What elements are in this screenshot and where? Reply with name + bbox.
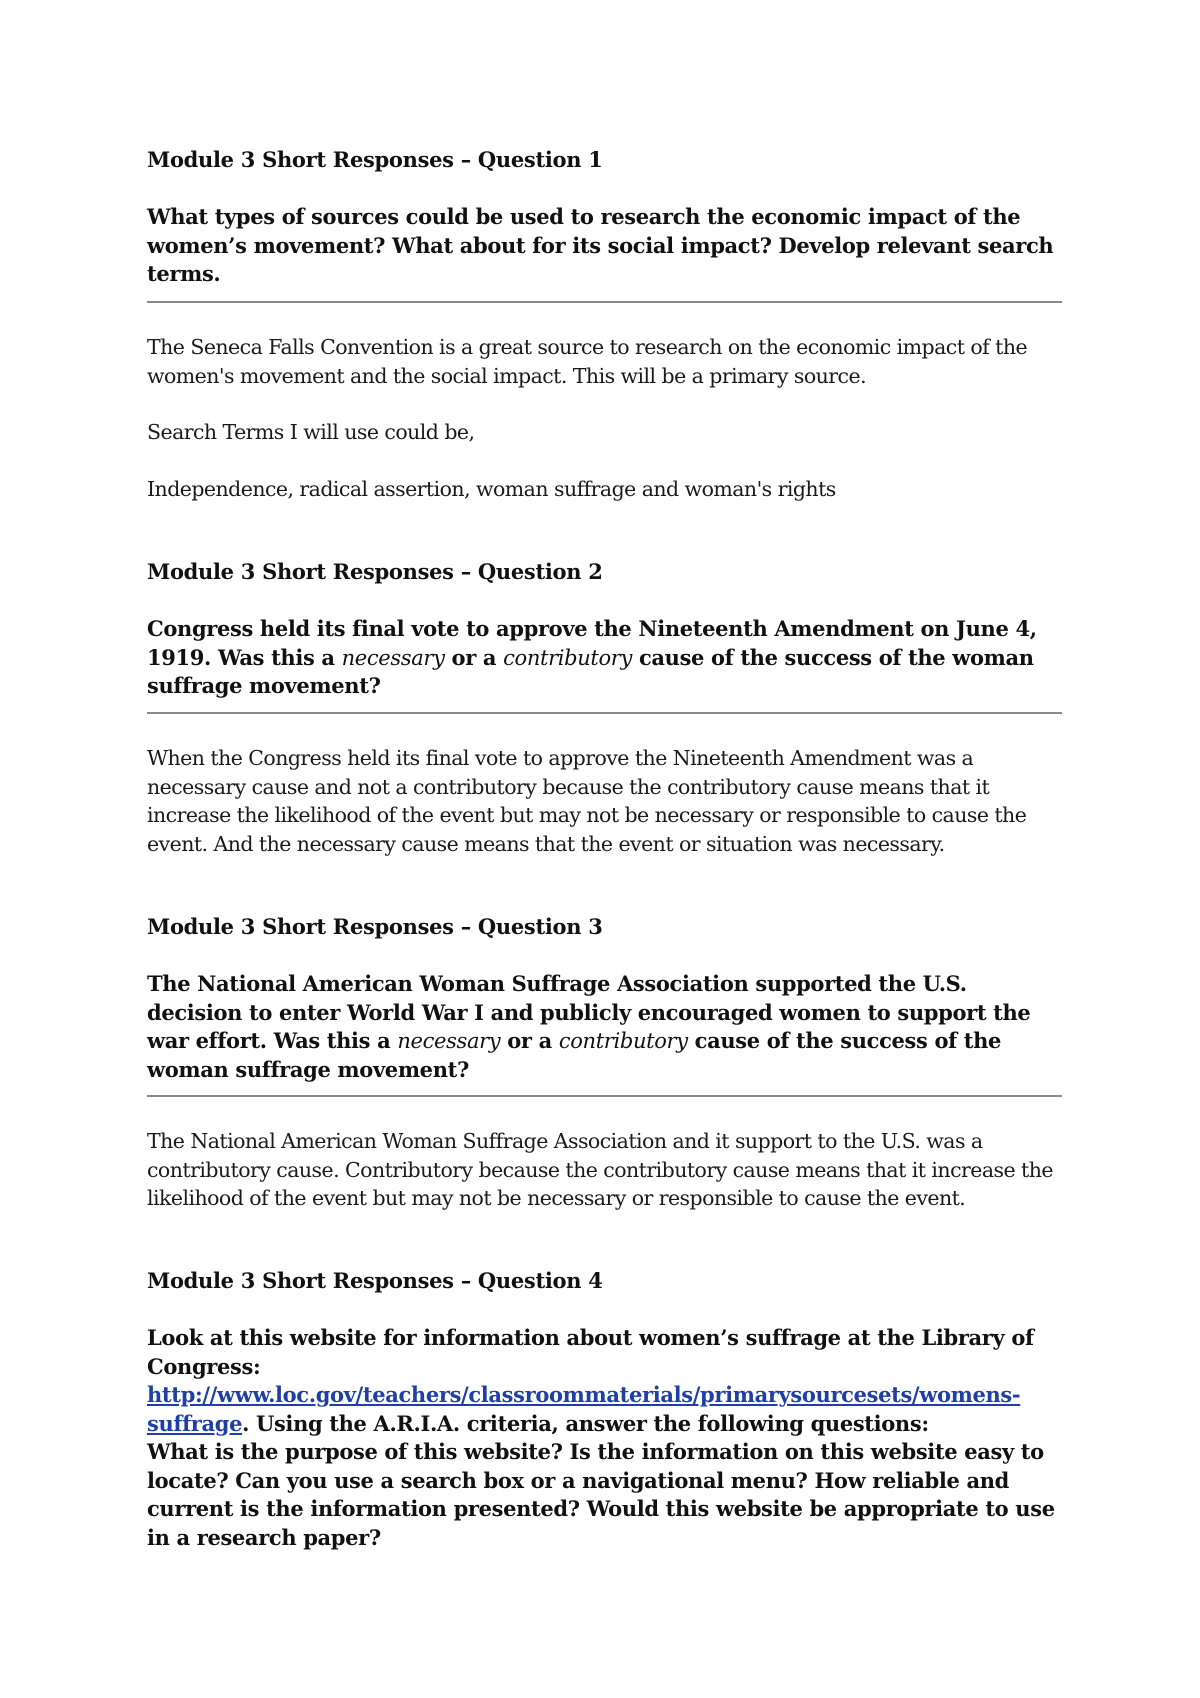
q3-question-text bbox=[147, 970, 1062, 1084]
document-page bbox=[147, 0, 1062, 1698]
q2-divider bbox=[147, 712, 1062, 714]
q1-answer bbox=[147, 333, 1062, 390]
loc-womens-suffrage-link[interactable]: http://www.loc.gov/teachers/classroommaterials/primarysourcesets/womens-suffrage bbox=[147, 1382, 1021, 1436]
q2-question-necessary: necessary bbox=[341, 645, 445, 670]
q4-question-part-b: . Using the A.R.I.A. criteria, answer the following questions: bbox=[242, 1410, 929, 1436]
q3-question-necessary: necessary bbox=[397, 1029, 501, 1053]
q2-question-part-c: cause of the success of the woman suffrage movement? bbox=[147, 644, 1034, 698]
q4-heading: Module 3 Short Responses – Question 4 bbox=[147, 1268, 603, 1293]
q2-question-text bbox=[147, 615, 1062, 701]
q3-answer-text: The National American Woman Suffrage Association and it support to the U.S. was a contributory cause. Contributory because the contributory cause means that it increase the likelihood of the event but may not be necessary or responsible to cause the event. bbox=[147, 1129, 1053, 1210]
q3-heading: Module 3 Short Responses – Question 3 bbox=[147, 914, 603, 939]
q4-question bbox=[147, 1324, 1062, 1438]
q1-heading: Module 3 Short Responses – Question 1 bbox=[147, 147, 603, 172]
q1-answer-p1: The Seneca Falls Convention is a great source to research on the economic impact of the women's movement and the social impact. This will be a primary source. bbox=[147, 335, 1028, 388]
q3-answer bbox=[147, 1127, 1062, 1213]
q3-question-part-c: cause of the success of the woman suffrage movement? bbox=[147, 1028, 1002, 1082]
q1-answer-p2: Search Terms I will use could be, bbox=[147, 420, 475, 444]
q3-question bbox=[147, 970, 1062, 1084]
q2-question bbox=[147, 615, 1062, 701]
q2-answer bbox=[147, 744, 1062, 858]
q3-divider bbox=[147, 1095, 1062, 1097]
q2-heading: Module 3 Short Responses – Question 2 bbox=[147, 559, 603, 584]
q1-answer-terms bbox=[147, 475, 1062, 504]
q2-answer-text: When the Congress held its final vote to approve the Nineteenth Amendment was a necessary cause and not a contributory because the contributory cause means that it increase the likelihood of the event but may not be necessary or responsible to cause the event. And the necessary cause means that the event or situation was necessary. bbox=[147, 746, 1027, 856]
q1-question bbox=[147, 203, 1062, 289]
q1-answer-p3: Independence, radical assertion, woman suffrage and woman's rights bbox=[147, 477, 836, 501]
q1-divider bbox=[147, 301, 1062, 303]
q4-question-part-a: Look at this website for information about women’s suffrage at the Library of Congress: bbox=[147, 1325, 1034, 1379]
q1-answer-search-label bbox=[147, 418, 1062, 447]
q4-question-2-text: What is the purpose of this website? Is the information on this website easy to locate? Can you use a search box or a navigational menu? How reliable and current is the information presented? Would this website be appropriate to use in a research paper? bbox=[147, 1439, 1055, 1550]
q4-question-text bbox=[147, 1324, 1062, 1438]
q2-question-contributory: contributory bbox=[503, 645, 632, 670]
q4-question-2 bbox=[147, 1438, 1062, 1552]
q3-question-contributory: contributory bbox=[558, 1029, 688, 1053]
q2-question-part-b: or a bbox=[444, 644, 504, 670]
q3-question-part-a: The National American Woman Suffrage Association supported the U.S. decision to enter World War I and publicly encouraged women to support the war effort. Was this a bbox=[147, 971, 1031, 1053]
q1-question-text: What types of sources could be used to research the economic impact of the women’s movement? What about for its social impact? Develop relevant search terms. bbox=[147, 204, 1054, 286]
q2-question-part-a: Congress held its final vote to approve the Nineteenth Amendment on June 4, 1919. Was this a bbox=[147, 616, 1037, 670]
q3-question-part-b: or a bbox=[500, 1028, 559, 1053]
